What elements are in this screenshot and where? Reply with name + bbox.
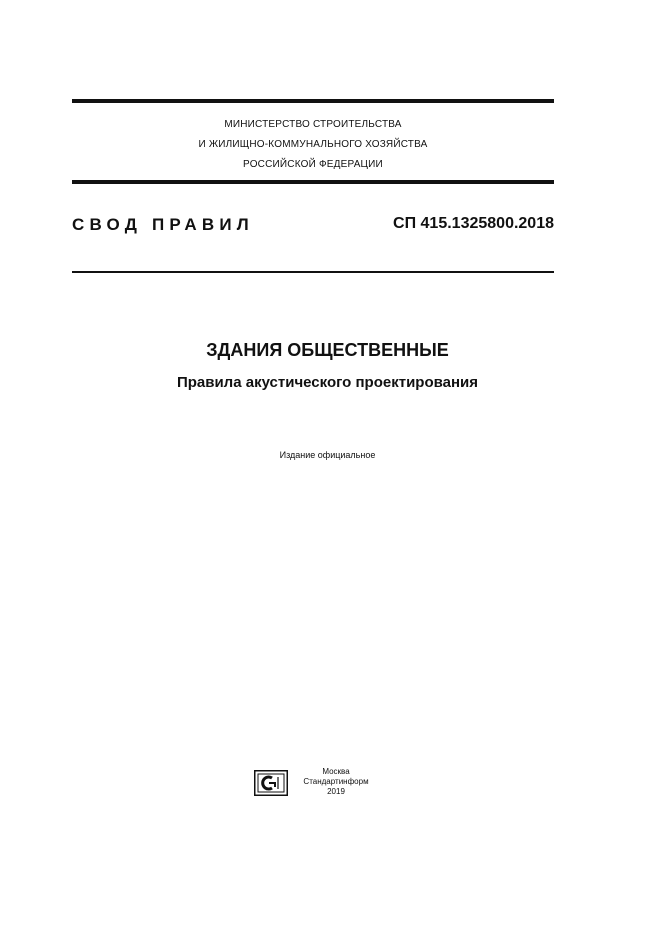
code-bottom-rule <box>72 271 554 273</box>
ministry-line-2: И ЖИЛИЩНО-КОММУНАЛЬНОГО ХОЗЯЙСТВА <box>198 139 428 150</box>
ministry-line-1: МИНИСТЕРСТВО СТРОИТЕЛЬСТВА <box>224 119 402 130</box>
ministry-line-3: РОССИЙСКОЙ ФЕДЕРАЦИИ <box>243 159 383 170</box>
publisher-name: Стандартинформ <box>303 777 369 786</box>
publisher-city: Москва <box>322 767 350 776</box>
edition-note: Издание официальное <box>279 450 376 460</box>
document-subtitle: Правила акустического проектирования <box>176 374 479 391</box>
code-row <box>72 215 554 237</box>
code-title: СВОД ПРАВИЛ <box>72 215 254 234</box>
document-title: ЗДАНИЯ ОБЩЕСТВЕННЫЕ <box>206 340 449 360</box>
top-rule <box>72 99 554 103</box>
publisher-year: 2019 <box>327 787 345 796</box>
standartinform-logo-icon <box>254 770 288 796</box>
code-number: СП 415.1325800.2018 <box>393 215 554 232</box>
header-bottom-rule <box>72 180 554 184</box>
ministry-header <box>72 115 554 175</box>
publisher-block <box>292 767 380 797</box>
